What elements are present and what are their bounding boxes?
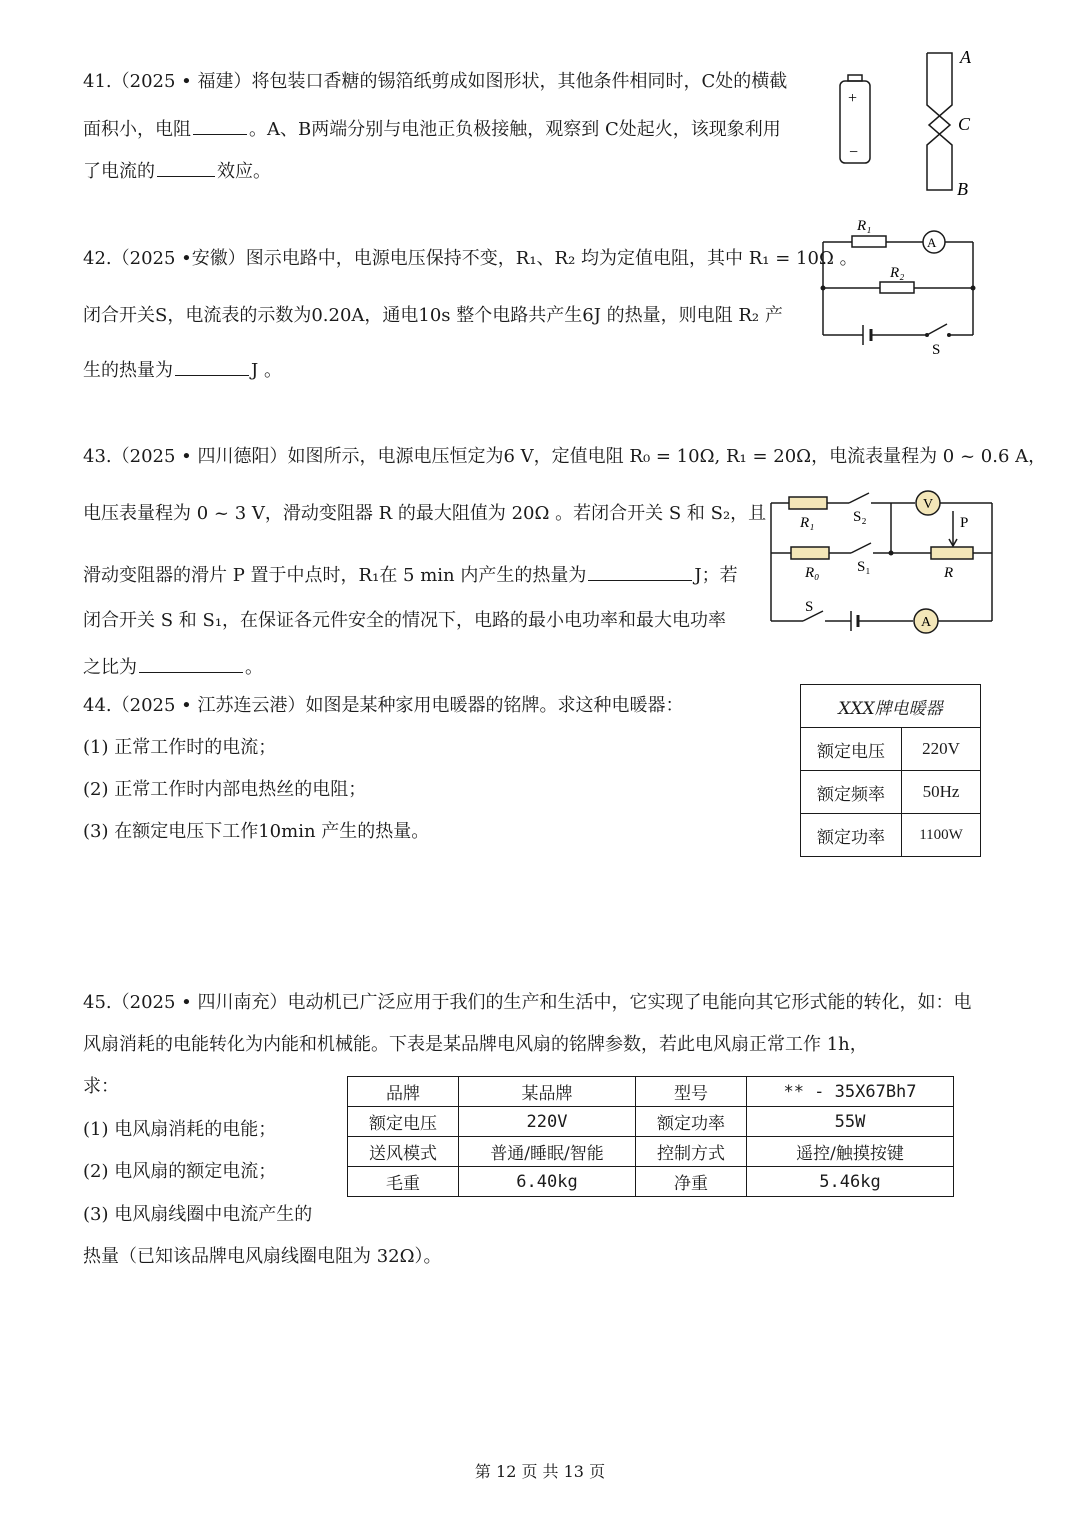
table-cell: 送风模式 bbox=[348, 1137, 459, 1167]
table-row bbox=[348, 1167, 954, 1197]
q45-item2: (2) 电风扇的额定电流； bbox=[83, 1161, 277, 1182]
q41-figure bbox=[830, 45, 980, 205]
table-cell: 遥控/触摸按键 bbox=[747, 1137, 954, 1167]
q43-line5-text-a: 之比为 bbox=[83, 657, 137, 678]
q41-blank-1[interactable] bbox=[193, 116, 247, 135]
q45-line-last: 热量（已知该品牌电风扇线圈电阻为 32Ω）。 bbox=[83, 1246, 442, 1267]
q43-line1: 43.（2025 • 四川德阳）如图所示，电源电压恒定为6 V，定值电阻 R₀ = 10Ω, R₁ = 20Ω，电流表量程为 0 ~ 0.6 A， bbox=[83, 446, 1047, 467]
q42-line3-text-b: J 。 bbox=[251, 360, 282, 381]
q43-line3-text-b: J；若 bbox=[694, 565, 738, 586]
q42-line3-text-a: 生的热量为 bbox=[83, 360, 173, 381]
table-cell: 某品牌 bbox=[459, 1077, 636, 1107]
label-r2: R₂ bbox=[890, 265, 905, 281]
label-r: R bbox=[944, 565, 954, 581]
q45-item1: (1) 电风扇消耗的电能； bbox=[83, 1119, 277, 1140]
table-row bbox=[348, 1107, 954, 1137]
q43-line5-text-b: 。 bbox=[245, 657, 263, 678]
q42-line1: 42.（2025 •安徽）图示电路中，电源电压保持不变，R₁、R₂ 均为定值电阻，其中 R₁ = 10Ω 。 bbox=[83, 248, 858, 269]
foil-label-a: A bbox=[960, 47, 971, 67]
q43-line3 bbox=[83, 562, 738, 585]
label-s: S bbox=[932, 342, 941, 358]
q44-item1: (1) 正常工作时的电流； bbox=[83, 737, 277, 758]
table-cell: 品牌 bbox=[348, 1077, 459, 1107]
heater-nameplate bbox=[800, 684, 981, 857]
switch-icon bbox=[927, 324, 947, 335]
ammeter-label: A bbox=[927, 235, 937, 250]
q41-line3-text-b: 效应。 bbox=[217, 161, 271, 182]
table-cell: 6.40kg bbox=[459, 1167, 636, 1197]
q43-line3-text-a: 滑动变阻器的滑片 P 置于中点时，R₁在 5 min 内产生的热量为 bbox=[83, 565, 587, 586]
table-row bbox=[348, 1077, 954, 1107]
q44-line1: 44.（2025 • 江苏连云港）如图是某种家用电暖器的铭牌。求这种电暖器： bbox=[83, 695, 684, 716]
foil-strip-icon bbox=[927, 53, 952, 190]
q41-line3 bbox=[83, 158, 271, 181]
label-p: P bbox=[960, 515, 969, 531]
switch-s1-icon bbox=[851, 543, 871, 553]
label-r1: R₁ bbox=[857, 218, 872, 234]
table-cell: 55W bbox=[747, 1107, 954, 1137]
nameplate-label: 额定功率 bbox=[801, 814, 902, 857]
nameplate-title: XXX牌电暖器 bbox=[801, 685, 981, 728]
table-cell: 净重 bbox=[636, 1167, 747, 1197]
q44-item3: (3) 在额定电压下工作10min 产生的热量。 bbox=[83, 821, 430, 842]
q41-line2 bbox=[83, 116, 781, 139]
q43-line4: 闭合开关 S 和 S₁，在保证各元件安全的情况下，电路的最小电功率和最大电功率 bbox=[83, 610, 727, 631]
foil-label-b: B bbox=[957, 179, 968, 199]
resistor-r2 bbox=[880, 282, 914, 293]
q43-circuit bbox=[765, 485, 1000, 640]
table-cell: 普通/睡眠/智能 bbox=[459, 1137, 636, 1167]
table-cell: 毛重 bbox=[348, 1167, 459, 1197]
fan-spec-table bbox=[347, 1076, 954, 1197]
q43-line5 bbox=[83, 654, 263, 677]
voltmeter-label: V bbox=[923, 497, 934, 512]
q43-blank-2[interactable] bbox=[139, 654, 243, 673]
q41-line1: 41.（2025 • 福建）将包装口香糖的锡箔纸剪成如图形状，其他条件相同时，C处的横截 bbox=[83, 71, 788, 92]
label-s2: S₂ bbox=[853, 509, 867, 525]
battery-plus: + bbox=[848, 90, 858, 107]
q45-item3: (3) 电风扇线圈中电流产生的 bbox=[83, 1204, 313, 1225]
q42-blank-1[interactable] bbox=[175, 357, 249, 376]
nameplate-value: 1100W bbox=[902, 814, 981, 857]
battery-icon bbox=[840, 75, 870, 163]
table-cell: 220V bbox=[459, 1107, 636, 1137]
switch-s2-icon bbox=[849, 493, 869, 503]
table-row bbox=[348, 1137, 954, 1167]
q42-line3 bbox=[83, 357, 282, 380]
q42-line2: 闭合开关S，电流表的示数为0.20A，通电10s 整个电路共产生6J 的热量，则电阻 R₂ 产 bbox=[83, 305, 783, 326]
table-cell: 控制方式 bbox=[636, 1137, 747, 1167]
resistor-r1 bbox=[789, 497, 827, 509]
page-footer: 第 12 页 共 13 页 bbox=[474, 1462, 606, 1481]
q41-line2-text-b: 。A、B两端分别与电池正负极接触，观察到 C处起火，该现象利用 bbox=[249, 119, 781, 140]
resistor-r0 bbox=[791, 547, 829, 559]
label-r1: R₁ bbox=[800, 515, 815, 531]
q44-item2: (2) 正常工作时内部电热丝的电阻； bbox=[83, 779, 367, 800]
q41-line3-text-a: 了电流的 bbox=[83, 161, 155, 182]
table-cell: 5.46kg bbox=[747, 1167, 954, 1197]
q45-line3: 求： bbox=[83, 1076, 119, 1097]
label-s1: S₁ bbox=[857, 559, 871, 575]
rheostat-r bbox=[931, 547, 973, 559]
nameplate-value: 50Hz bbox=[902, 771, 981, 814]
label-s: S bbox=[805, 599, 814, 615]
q41-line2-text-a: 面积小，电阻 bbox=[83, 119, 191, 140]
ammeter-label: A bbox=[921, 615, 932, 630]
foil-label-c: C bbox=[958, 114, 971, 134]
q45-line1: 45.（2025 • 四川南充）电动机已广泛应用于我们的生产和生活中，它实现了电能向其它形式能的转化，如：电 bbox=[83, 992, 972, 1013]
nameplate-value: 220V bbox=[902, 728, 981, 771]
nameplate-label: 额定电压 bbox=[801, 728, 902, 771]
q45-line2: 风扇消耗的电能转化为内能和机械能。下表是某品牌电风扇的铭牌参数，若此电风扇正常工作 1h， bbox=[83, 1034, 868, 1055]
battery-minus: − bbox=[849, 144, 859, 161]
table-cell: 额定功率 bbox=[636, 1107, 747, 1137]
q43-line2: 电压表量程为 0 ~ 3 V，滑动变阻器 R 的最大阻值为 20Ω 。若闭合开关 S 和 S₂，且 bbox=[83, 503, 767, 524]
q41-blank-2[interactable] bbox=[157, 158, 215, 177]
q42-circuit bbox=[815, 210, 985, 360]
resistor-r1 bbox=[852, 236, 886, 247]
table-cell: 型号 bbox=[636, 1077, 747, 1107]
label-r0: R₀ bbox=[805, 565, 820, 581]
nameplate-label: 额定频率 bbox=[801, 771, 902, 814]
table-cell: 额定电压 bbox=[348, 1107, 459, 1137]
q43-blank-1[interactable] bbox=[588, 562, 692, 581]
table-cell: ** - 35X67Bh7 bbox=[747, 1077, 954, 1107]
